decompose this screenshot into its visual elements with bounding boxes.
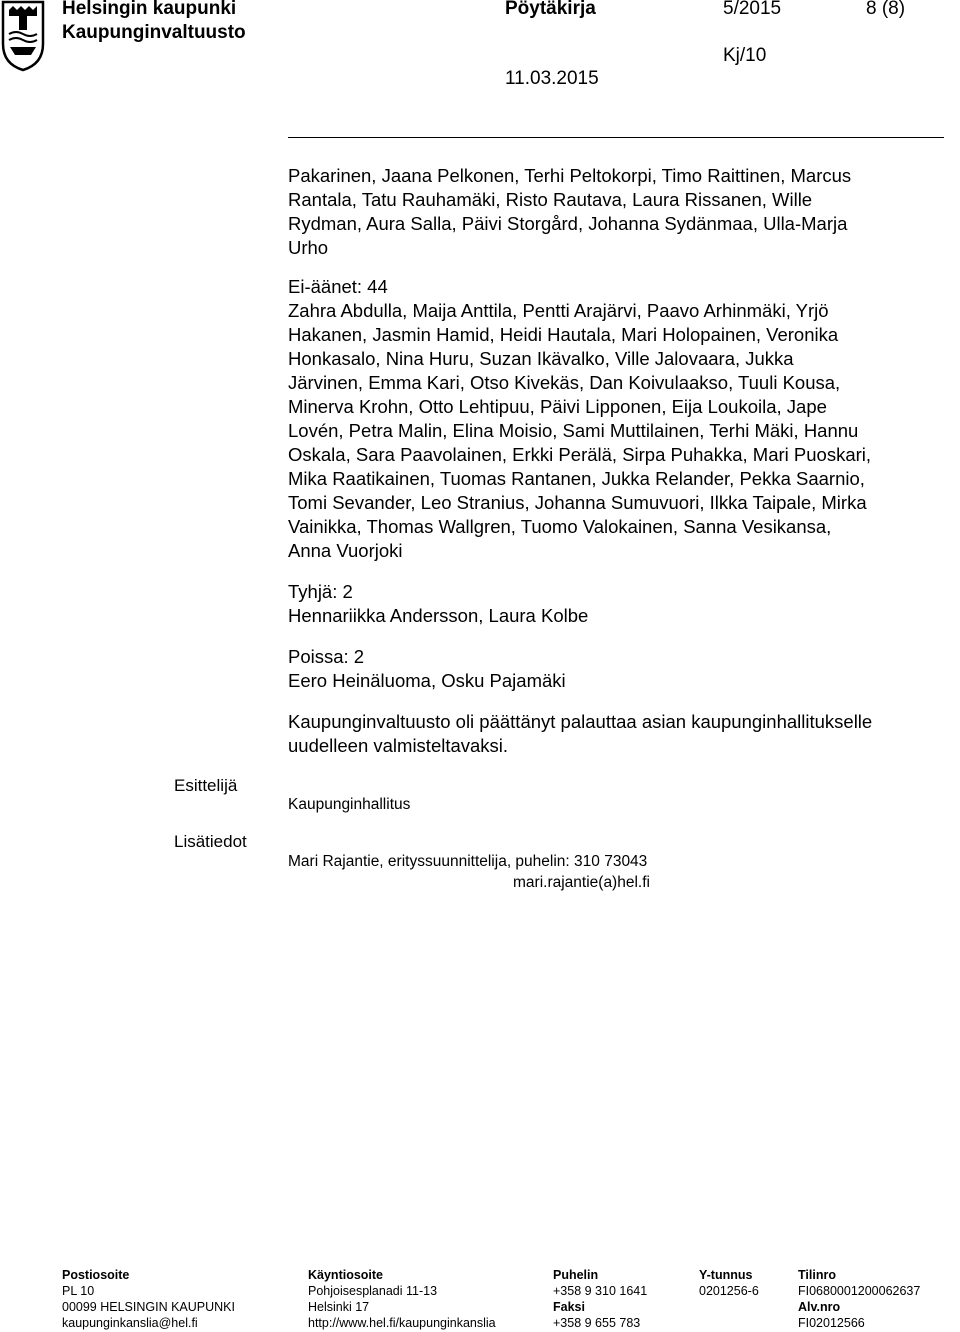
- footer-label: Alv.nro: [798, 1300, 841, 1314]
- footer-value: +358 9 310 1641: [553, 1284, 648, 1298]
- presenter-label: Esittelijä: [174, 776, 238, 795]
- text-line: Pakarinen, Jaana Pelkonen, Terhi Peltokorpi, Timo Raittinen, Marcus: [288, 165, 852, 186]
- footer-phone: [553, 1267, 647, 1331]
- blank-votes-heading: Tyhjä: 2: [288, 581, 353, 602]
- footer-email: kaupunginkanslia@hel.fi: [62, 1316, 198, 1330]
- header-divider: [288, 137, 944, 138]
- contact-email: mari.rajantie(a)hel.fi: [513, 874, 650, 891]
- case-number: Kj/10: [723, 45, 767, 66]
- text-line: Järvinen, Emma Kari, Otso Kivekäs, Dan Koivulaakso, Tuuli Kousa,: [288, 372, 841, 393]
- footer-value: +358 9 655 783: [553, 1316, 641, 1330]
- text-line: Honkasalo, Nina Huru, Suzan Ikävalko, Ville Jalovaara, Jukka: [288, 348, 794, 369]
- footer-label: Faksi: [553, 1300, 585, 1314]
- footer-website: http://www.hel.fi/kaupunginkanslia: [308, 1316, 496, 1330]
- text-line: Anna Vuorjoki: [288, 540, 403, 561]
- text-line: Eero Heinäluoma, Osku Pajamäki: [288, 670, 566, 691]
- text-line: Minerva Krohn, Otto Lehtipuu, Päivi Lipponen, Eija Loukoila, Jape: [288, 396, 827, 417]
- text-line: Kaupunginvaltuusto oli päättänyt palauttaa asian kaupunginhallitukselle: [288, 711, 873, 732]
- presenter-value: Kaupunginhallitus: [288, 796, 411, 813]
- footer-label: Y-tunnus: [699, 1268, 753, 1282]
- footer-value: FI02012566: [798, 1316, 865, 1330]
- footer-business-id: [699, 1267, 759, 1299]
- footer-label: Käyntiosoite: [308, 1268, 384, 1282]
- text-line: Lovén, Petra Malin, Elina Moisio, Sami Muttilainen, Terhi Mäki, Hannu: [288, 420, 859, 441]
- footer-value: 0201256-6: [699, 1284, 759, 1298]
- document-type: Pöytäkirja: [505, 0, 596, 19]
- text-line: Mika Raatikainen, Tuomas Rantanen, Jukka Relander, Pekka Saarnio,: [288, 468, 865, 489]
- contact-person: Mari Rajantie, erityssuunnittelija, puhelin: 310 73043: [288, 853, 648, 870]
- footer-postal-address: [62, 1267, 235, 1331]
- blank-votes-section: [288, 580, 948, 628]
- text-line: Vainikka, Thomas Wallgren, Tuomo Valokainen, Sanna Vesikansa,: [288, 516, 832, 537]
- meeting-number: 5/2015: [723, 0, 782, 19]
- body-name: Kaupunginvaltuusto: [62, 22, 246, 43]
- meeting-date: 11.03.2015: [505, 68, 599, 89]
- footer-label: Puhelin: [553, 1268, 599, 1282]
- text-line: Hakanen, Jasmin Hamid, Heidi Hautala, Mari Holopainen, Veronika: [288, 324, 839, 345]
- page-number: 8 (8): [866, 0, 906, 19]
- organization-name: Helsingin kaupunki: [62, 0, 237, 19]
- absent-section: [288, 645, 948, 693]
- footer-label: Tilinro: [798, 1268, 836, 1282]
- text-line: Rydman, Aura Salla, Päivi Storgård, Johanna Sydänmaa, Ulla-Marja: [288, 213, 848, 234]
- decision-text: [288, 710, 948, 758]
- no-votes-section: [288, 275, 948, 563]
- city-crest-logo: [0, 0, 46, 72]
- text-line: Zahra Abdulla, Maija Anttila, Pentti Arajärvi, Paavo Arhinmäki, Yrjö: [288, 300, 829, 321]
- text-line: Urho: [288, 237, 329, 258]
- footer-account: [798, 1267, 920, 1331]
- no-votes-heading: Ei-äänet: 44: [288, 276, 388, 297]
- text-line: uudelleen valmisteltavaksi.: [288, 735, 509, 756]
- text-line: Rantala, Tatu Rauhamäki, Risto Rautava, Laura Rissanen, Wille: [288, 189, 813, 210]
- absent-heading: Poissa: 2: [288, 646, 365, 667]
- footer-value: FI0680001200062637: [798, 1284, 921, 1298]
- text-line: Tomi Sevander, Leo Stranius, Johanna Sumuvuori, Ilkka Taipale, Mirka: [288, 492, 867, 513]
- more-info-label: Lisätiedot: [174, 832, 247, 851]
- footer-value: Helsinki 17: [308, 1300, 370, 1314]
- text-line: Oskala, Sara Paavolainen, Erkki Perälä, Sirpa Puhakka, Mari Puoskari,: [288, 444, 872, 465]
- footer-value: PL 10: [62, 1284, 95, 1298]
- footer-label: Postiosoite: [62, 1268, 130, 1282]
- footer-value: 00099 HELSINGIN KAUPUNKI: [62, 1300, 235, 1314]
- text-line: Hennariikka Andersson, Laura Kolbe: [288, 605, 589, 626]
- footer-value: Pohjoisesplanadi 11-13: [308, 1284, 438, 1298]
- yes-votes-continued: [288, 164, 948, 260]
- footer-visiting-address: [308, 1267, 496, 1331]
